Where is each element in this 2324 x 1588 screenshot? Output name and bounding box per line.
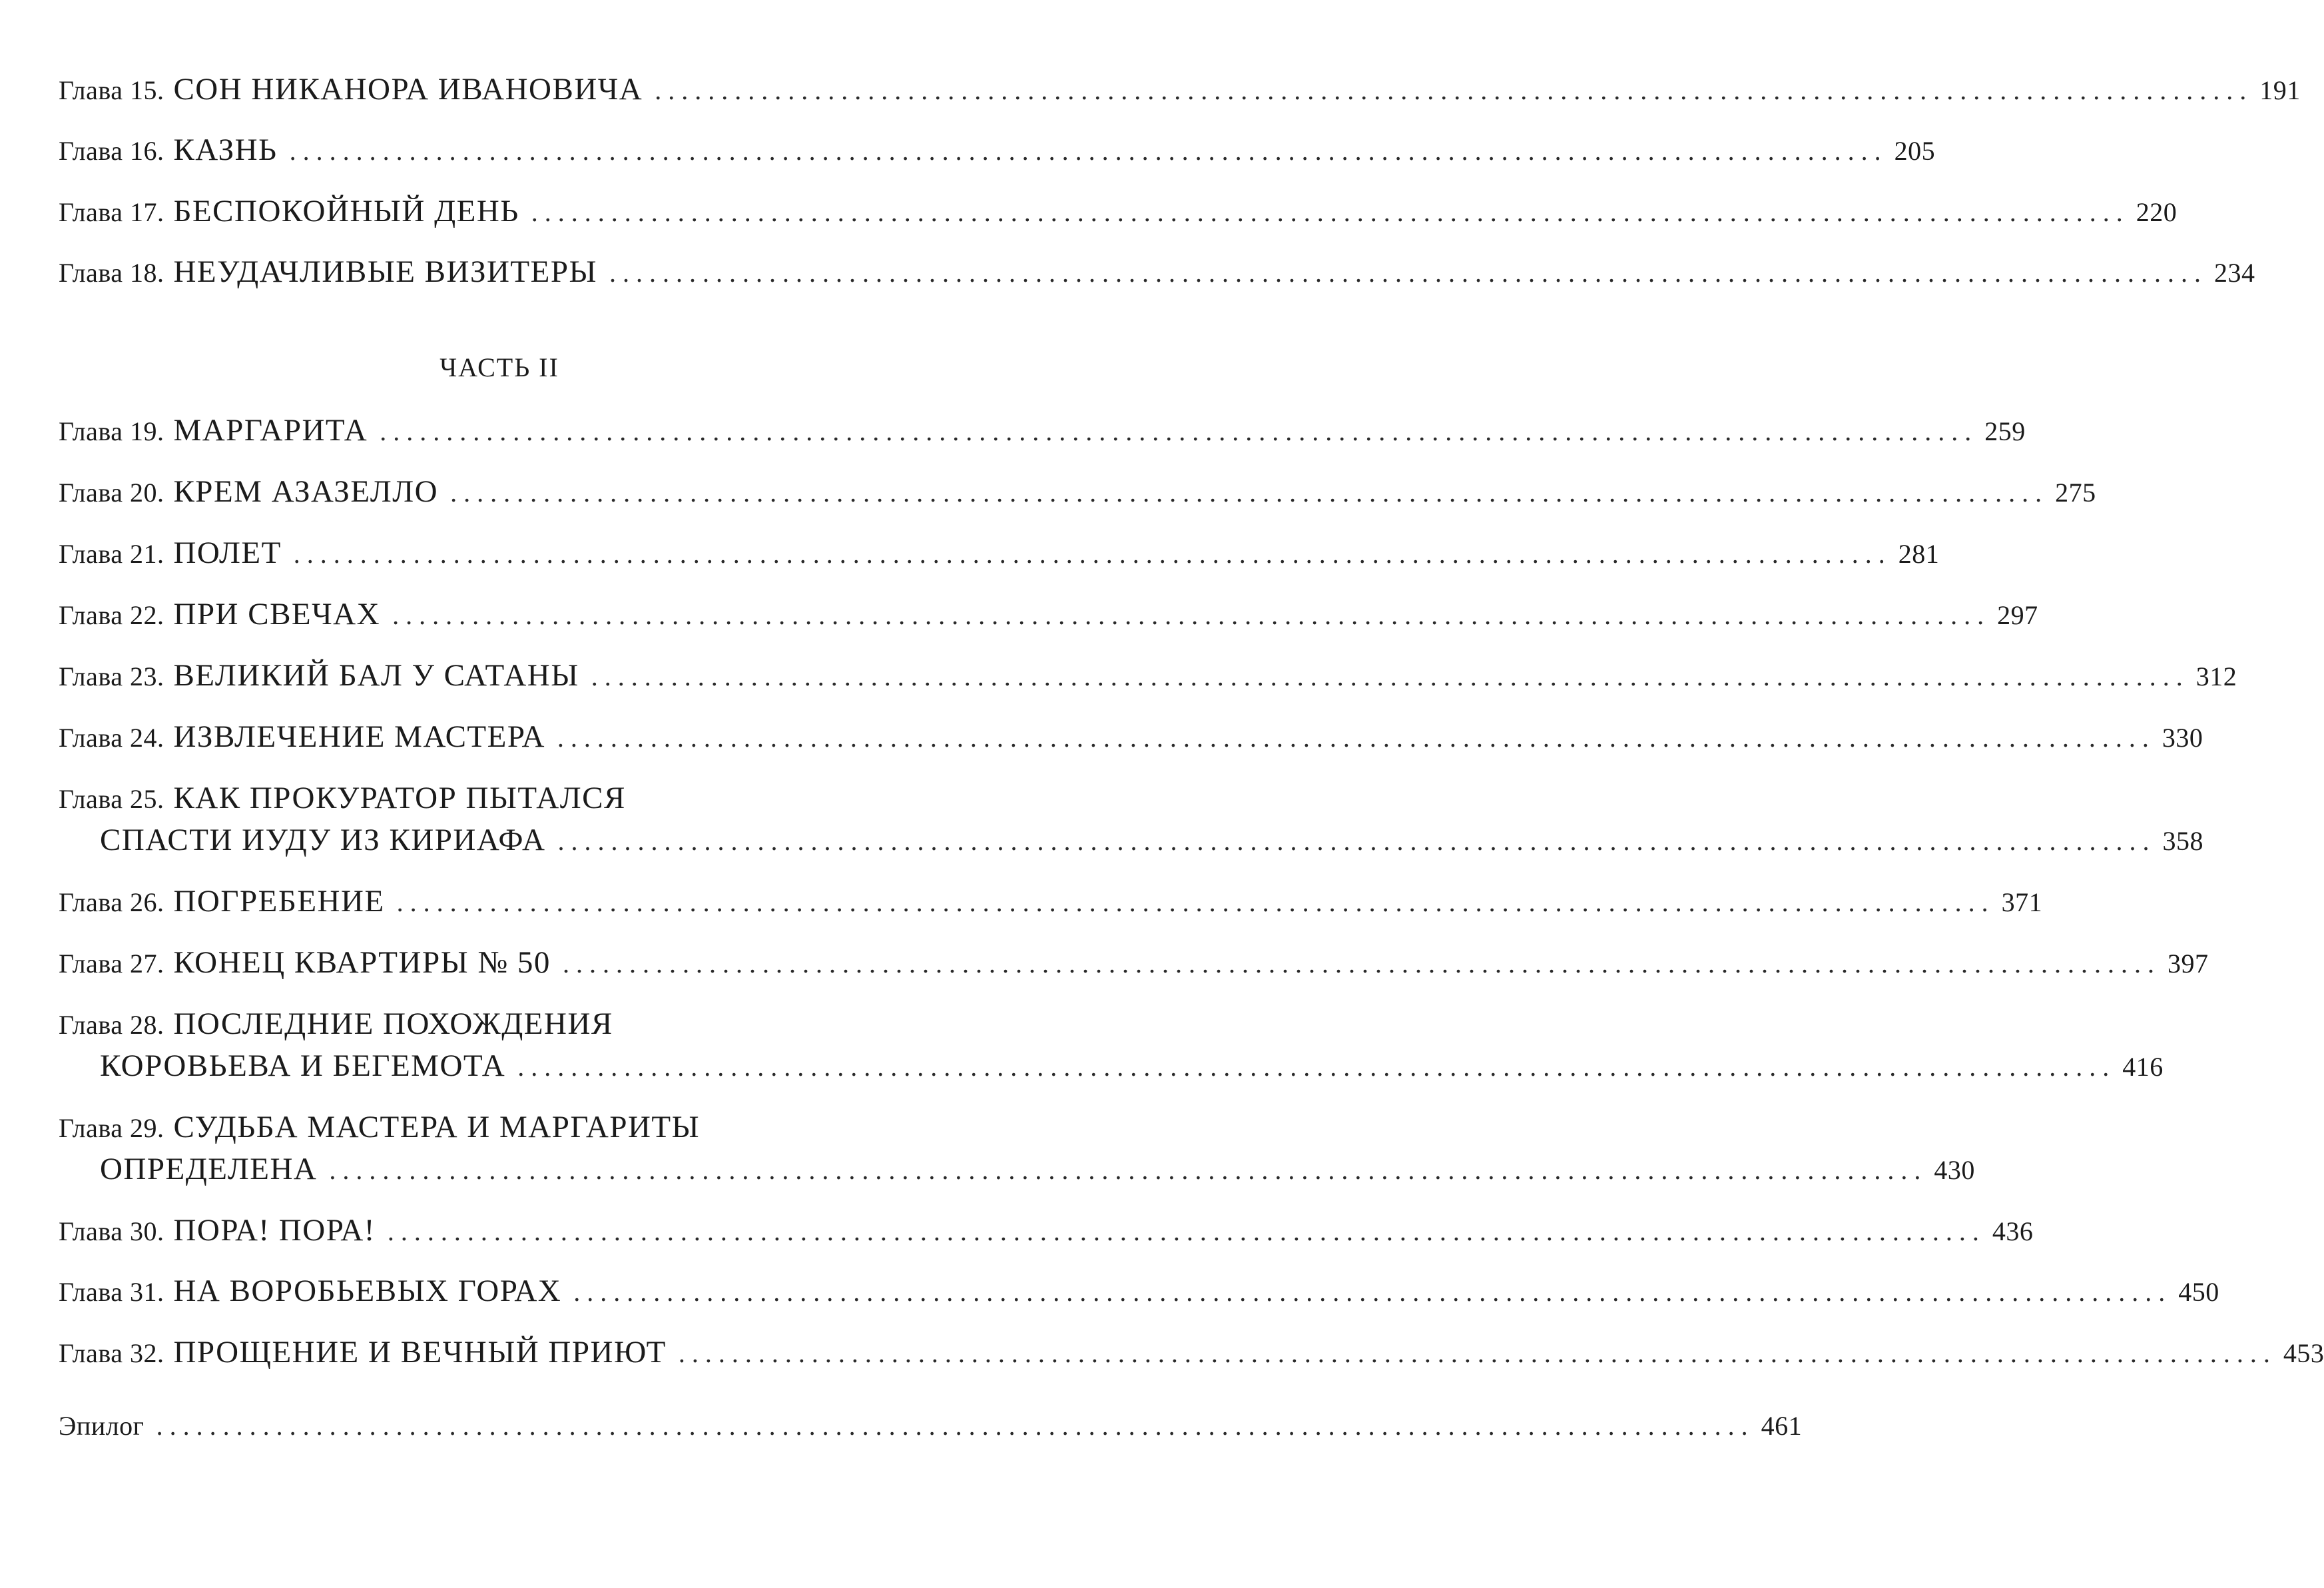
toc-entry-ch25-continuation[interactable] bbox=[100, 822, 2203, 858]
toc-entry-ch22[interactable] bbox=[59, 596, 2038, 632]
chapter-title: БЕСПОКОЙНЫЙ ДЕНЬ bbox=[173, 194, 519, 228]
toc-entry-ch29-continuation[interactable] bbox=[100, 1151, 1975, 1187]
dot-leader: ........................................................................................................................ bbox=[380, 416, 1978, 446]
page-number: 358 bbox=[2162, 826, 2203, 856]
dot-leader: ........................................................................................................................ bbox=[531, 197, 2130, 227]
chapter-number: Глава 29. bbox=[59, 1113, 164, 1143]
chapter-number: Глава 18. bbox=[59, 258, 164, 288]
chapter-title-continuation: ОПРЕДЕЛЕНА bbox=[100, 1152, 318, 1186]
page-number: 461 bbox=[1761, 1411, 1803, 1441]
page-number: 220 bbox=[2136, 197, 2178, 227]
chapter-title: КАК ПРОКУРАТОР ПЫТАЛСЯ bbox=[173, 781, 626, 815]
chapter-number: Глава 15. bbox=[59, 75, 164, 105]
toc-entry-ch28-continuation[interactable] bbox=[100, 1048, 2164, 1084]
toc-entry-ch16[interactable] bbox=[59, 132, 1936, 168]
dot-leader: ........................................................................................................................ bbox=[329, 1155, 1928, 1185]
dot-leader: ........................................................................................................................ bbox=[156, 1411, 1755, 1441]
chapter-title: КОНЕЦ КВАРТИРЫ № 50 bbox=[173, 945, 551, 980]
toc-entry-ch25[interactable] bbox=[59, 780, 886, 816]
dot-leader: ........................................................................................................................ bbox=[557, 826, 2156, 856]
page-number: 371 bbox=[2001, 887, 2043, 917]
chapter-title: КРЕМ АЗАЗЕЛЛО bbox=[173, 474, 439, 509]
page-number: 234 bbox=[2213, 258, 2255, 288]
chapter-title: ПОРА! ПОРА! bbox=[173, 1213, 376, 1248]
dot-leader: ........................................................................................................................ bbox=[573, 1277, 2172, 1307]
page-number: 436 bbox=[1992, 1216, 2034, 1246]
dot-leader: ........................................................................................................................ bbox=[591, 661, 2189, 691]
chapter-title: ВЕЛИКИЙ БАЛ У САТАНЫ bbox=[173, 658, 579, 693]
chapter-number: Глава 17. bbox=[59, 197, 164, 227]
chapter-title: ПОГРЕБЕНИЕ bbox=[173, 884, 385, 919]
toc-entry-ch20[interactable] bbox=[59, 474, 2096, 510]
page-number: 275 bbox=[2055, 478, 2096, 508]
toc-entry-ch18[interactable] bbox=[59, 254, 2255, 290]
chapter-number: Глава 25. bbox=[59, 784, 164, 814]
chapter-title-continuation: СПАСТИ ИУДУ ИЗ КИРИАФА bbox=[100, 823, 546, 857]
toc-entry-ch30[interactable] bbox=[59, 1212, 2034, 1248]
chapter-number: Глава 23. bbox=[59, 661, 164, 691]
page-number: 416 bbox=[2122, 1052, 2164, 1082]
chapter-number: Глава 32. bbox=[59, 1338, 164, 1368]
toc-entry-ch28[interactable] bbox=[59, 1006, 886, 1042]
toc-entry-ch29[interactable] bbox=[59, 1109, 886, 1145]
page-number: 259 bbox=[1984, 416, 2026, 446]
chapter-number: Глава 24. bbox=[59, 723, 164, 753]
chapter-title: НА ВОРОБЬЕВЫХ ГОРАХ bbox=[173, 1274, 562, 1308]
toc-entry-ch19[interactable] bbox=[59, 412, 2026, 448]
page-number: 397 bbox=[2167, 949, 2209, 979]
page-number: 453 bbox=[2283, 1338, 2324, 1368]
page-number: 312 bbox=[2195, 661, 2237, 691]
dot-leader: ........................................................................................................................ bbox=[392, 600, 1991, 630]
epilogue-title: Эпилог bbox=[59, 1411, 145, 1441]
dot-leader: ........................................................................................................................ bbox=[396, 887, 1995, 917]
chapter-title: ИЗВЛЕЧЕНИЕ МАСТЕРА bbox=[173, 719, 545, 754]
chapter-title: СУДЬБА МАСТЕРА И МАРГАРИТЫ bbox=[173, 1110, 701, 1144]
chapter-title: ПРОЩЕНИЕ И ВЕЧНЫЙ ПРИЮТ bbox=[173, 1335, 667, 1370]
chapter-number: Глава 27. bbox=[59, 949, 164, 979]
dot-leader: ........................................................................................................................ bbox=[562, 949, 2161, 979]
chapter-number: Глава 19. bbox=[59, 416, 164, 446]
chapter-title-continuation: КОРОВЬЕВА И БЕГЕМОТА bbox=[100, 1048, 506, 1083]
dot-leader: ........................................................................................................................ bbox=[678, 1338, 2277, 1368]
chapter-number: Глава 21. bbox=[59, 539, 164, 569]
toc-entry-ch23[interactable] bbox=[59, 657, 2237, 693]
toc-entry-ch27[interactable] bbox=[59, 945, 2209, 981]
chapter-number: Глава 31. bbox=[59, 1277, 164, 1307]
toc-entry-ch32[interactable] bbox=[59, 1334, 2324, 1370]
toc-entry-ch15[interactable] bbox=[59, 71, 2301, 107]
dot-leader: ........................................................................................................................ bbox=[655, 75, 2253, 105]
chapter-number: Глава 22. bbox=[59, 600, 164, 630]
chapter-title: СОН НИКАНОРА ИВАНОВИЧА bbox=[173, 72, 643, 107]
dot-leader: ........................................................................................................................ bbox=[387, 1216, 1986, 1246]
page-number: 205 bbox=[1894, 136, 1936, 166]
toc-entry-ch26[interactable] bbox=[59, 883, 2043, 919]
chapter-title: ПОСЛЕДНИЕ ПОХОЖДЕНИЯ bbox=[173, 1006, 613, 1041]
dot-leader: ........................................................................................................................ bbox=[517, 1052, 2116, 1082]
part-heading: ЧАСТЬ II bbox=[439, 352, 559, 382]
chapter-number: Глава 28. bbox=[59, 1010, 164, 1040]
chapter-title: КАЗНЬ bbox=[173, 133, 278, 167]
dot-leader: ........................................................................................................................ bbox=[609, 258, 2207, 288]
toc-entry-ch21[interactable] bbox=[59, 535, 1940, 571]
chapter-title: ПРИ СВЕЧАХ bbox=[173, 597, 381, 631]
toc-entry-ch17[interactable] bbox=[59, 193, 2178, 229]
page-number: 191 bbox=[2259, 75, 2301, 105]
dot-leader: ........................................................................................................................ bbox=[289, 136, 1888, 166]
chapter-number: Глава 30. bbox=[59, 1216, 164, 1246]
toc-entry-epilogue[interactable] bbox=[59, 1410, 1803, 1441]
chapter-title: МАРГАРИТА bbox=[173, 413, 368, 448]
toc-entry-ch24[interactable] bbox=[59, 719, 2203, 755]
page-number: 330 bbox=[2162, 723, 2203, 753]
chapter-number: Глава 20. bbox=[59, 478, 164, 508]
dot-leader: ........................................................................................................................ bbox=[450, 478, 2049, 508]
chapter-number: Глава 26. bbox=[59, 887, 164, 917]
page-number: 450 bbox=[2178, 1277, 2219, 1307]
chapter-number: Глава 16. bbox=[59, 136, 164, 166]
page-number: 281 bbox=[1898, 539, 1940, 569]
dot-leader: ........................................................................................................................ bbox=[557, 723, 2156, 753]
chapter-title: НЕУДАЧЛИВЫЕ ВИЗИТЕРЫ bbox=[173, 254, 597, 289]
page-number: 297 bbox=[1997, 600, 2038, 630]
dot-leader: ........................................................................................................................ bbox=[293, 539, 1892, 569]
chapter-title: ПОЛЕТ bbox=[173, 536, 282, 570]
toc-entry-ch31[interactable] bbox=[59, 1273, 2219, 1309]
page-number: 430 bbox=[1934, 1155, 1975, 1185]
